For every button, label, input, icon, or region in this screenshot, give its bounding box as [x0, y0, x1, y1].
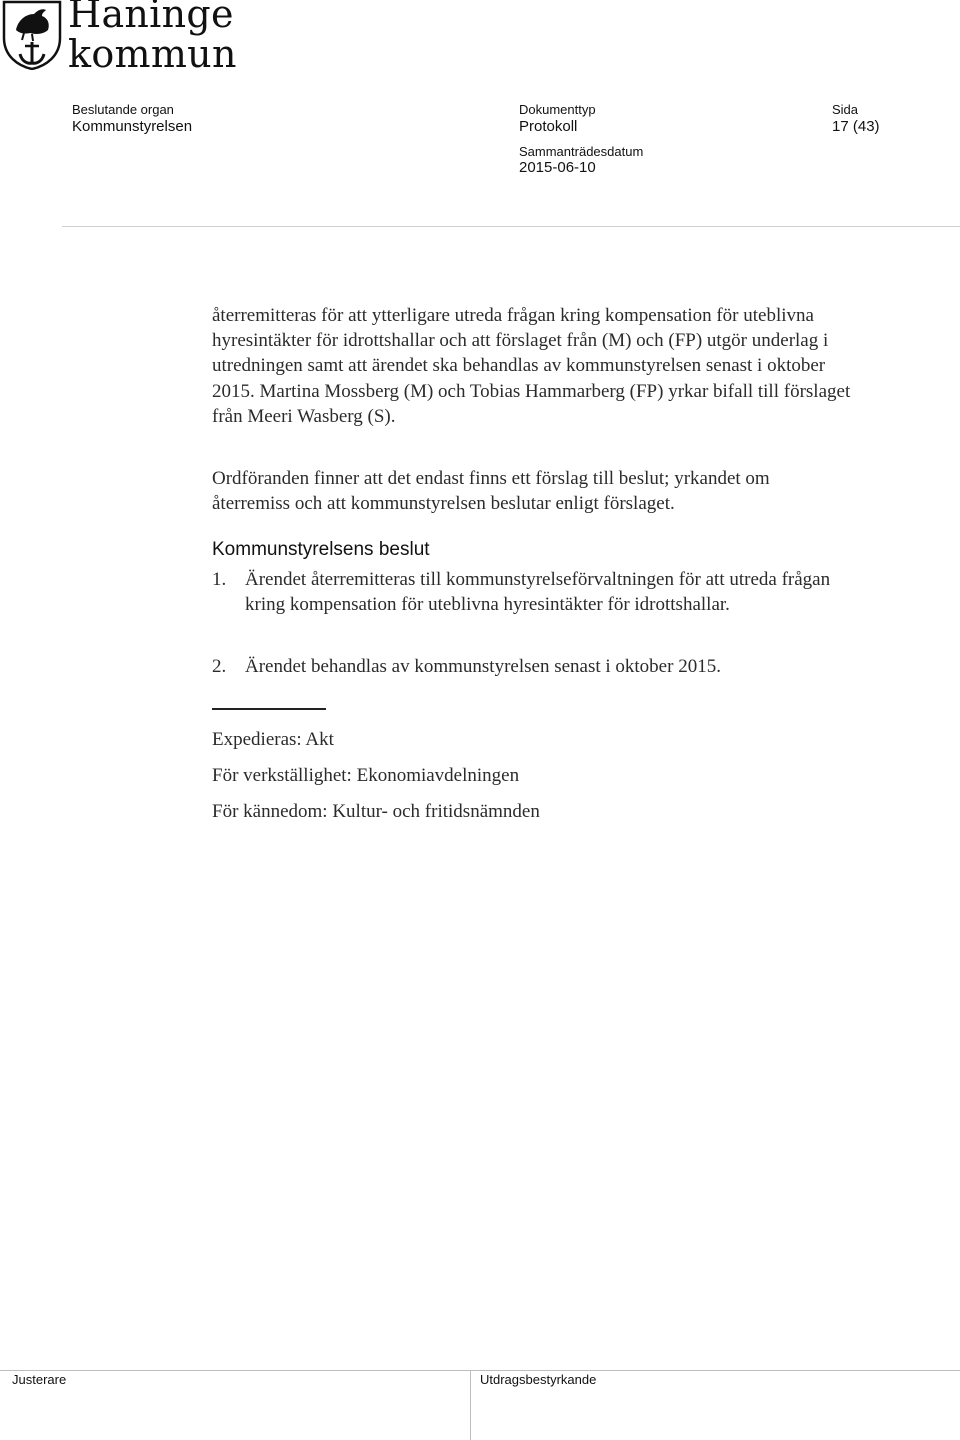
logo-line-2: kommun: [68, 32, 237, 76]
date-label: Sammanträdesdatum: [519, 144, 644, 159]
separator-rule: [212, 708, 326, 710]
footer-column-divider: [470, 1370, 471, 1440]
date-value: 2015-06-10: [519, 159, 596, 176]
decision-number: 2.: [212, 656, 227, 677]
paragraph-chair-ruling: Ordföranden finner att det endast finns ett förslag till beslut; yrkandet om återremiss och att kommunstyrelsen beslutar enligt förslaget.: [212, 468, 770, 515]
utdragsbestyrkande-label: Utdragsbestyrkande: [480, 1372, 597, 1387]
decision-item-1: [212, 567, 852, 617]
justerare-label: Justerare: [12, 1372, 67, 1387]
page-number: 17 (43): [832, 118, 880, 135]
header-divider: [62, 226, 960, 227]
footer-divider: [0, 1370, 960, 1371]
page-label: Sida: [832, 102, 859, 117]
decision-text: Ärendet återremitteras till kommunstyrelseförvaltningen för att utreda frågan kring kompensation för uteblivna hyresintäkter för idrottshallar.: [245, 569, 831, 616]
doctype-value: Protokoll: [519, 118, 578, 135]
organ-value: Kommunstyrelsen: [72, 118, 193, 135]
doctype-label: Dokumenttyp: [519, 102, 596, 117]
municipality-logo-text: [68, 0, 237, 74]
paragraph-motion: återremitteras för att ytterligare utreda frågan kring kompensation för uteblivna hyresintäkter för idrottshallar och att förslaget från (M) och (FP) utgör underlag i utredningen samt att ärendet ska behandlas av kommunstyrelsen senast i oktober 2015. Martina Mossberg (M) och Tobias Hammarberg (FP) yrkar bifall till förslaget från Meeri Wasberg (S).: [212, 305, 851, 427]
decision-item-2: [212, 654, 852, 679]
verkstallighet-line: För verkställighet: Ekonomiavdelningen: [212, 765, 520, 786]
decision-heading: Kommunstyrelsens beslut: [212, 539, 430, 560]
organ-label: Beslutande organ: [72, 102, 174, 117]
decision-text: Ärendet behandlas av kommunstyrelsen senast i oktober 2015.: [245, 656, 721, 677]
kannedom-line: För kännedom: Kultur- och fritidsnämnden: [212, 801, 540, 822]
coat-of-arms-icon: [2, 0, 62, 75]
decision-number: 1.: [212, 569, 227, 590]
logo-line-1: Haninge: [68, 0, 234, 36]
expedieras-line: Expedieras: Akt: [212, 729, 334, 750]
